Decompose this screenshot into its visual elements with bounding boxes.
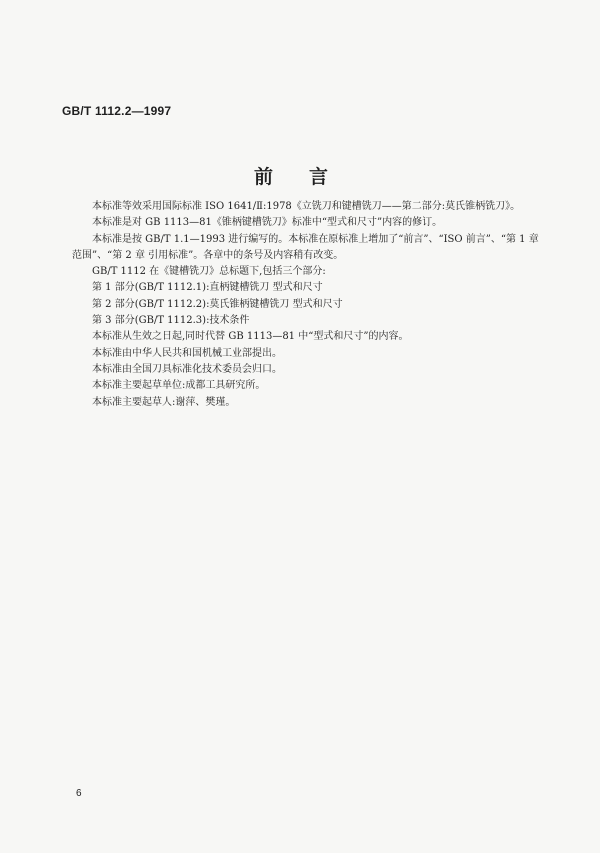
document-body bbox=[72, 199, 562, 411]
list-item-part-2: 第 2 部分(GB/T 1112.2):莫氏锥柄键槽铣刀 型式和尺寸 bbox=[92, 298, 343, 310]
paragraph-proposed-by: 本标准由中华人民共和国机械工业部提出。 bbox=[92, 347, 282, 359]
paragraph-drafters: 本标准主要起草人:谢萍、樊瑾。 bbox=[92, 396, 236, 408]
paragraph-centralized-by: 本标准由全国刀具标准化技术委员会归口。 bbox=[92, 363, 282, 375]
paragraph-series-overview: GB/T 1112 在《键槽铣刀》总标题下,包括三个部分: bbox=[92, 266, 326, 278]
paragraph-revision: 本标准是对 GB 1113—81《锥柄键槽铣刀》标准中“型式和尺寸”内容的修订。 bbox=[92, 217, 443, 229]
page-title: 前言 bbox=[253, 166, 364, 188]
paragraph-drafting-rules-continued: 范围”、“第 2 章 引用标准”。各章中的条号及内容稍有改变。 bbox=[72, 249, 344, 261]
paragraph-drafting-rules: 本标准是按 GB/T 1.1—1993 进行编写的。本标准在原标准上增加了“前言”、“ISO 前言”、“第 1 章 bbox=[92, 233, 539, 245]
list-item-part-3: 第 3 部分(GB/T 1112.3):技术条件 bbox=[92, 315, 250, 327]
page-number: 6 bbox=[76, 788, 82, 799]
list-item-part-1: 第 1 部分(GB/T 1112.1):直柄键槽铣刀 型式和尺寸 bbox=[92, 282, 323, 294]
standard-number: GB/T 1112.2—1997 bbox=[62, 104, 172, 118]
paragraph-supersedes: 本标准从生效之日起,同时代替 GB 1113—81 中“型式和尺寸”的内容。 bbox=[92, 331, 409, 343]
paragraph-adoption: 本标准等效采用国际标准 ISO 1641/Ⅱ:1978《立铣刀和键槽铣刀——第二部分:莫氏锥柄铣刀》。 bbox=[92, 201, 521, 212]
paragraph-drafting-unit: 本标准主要起草单位:成都工具研究所。 bbox=[92, 380, 266, 392]
